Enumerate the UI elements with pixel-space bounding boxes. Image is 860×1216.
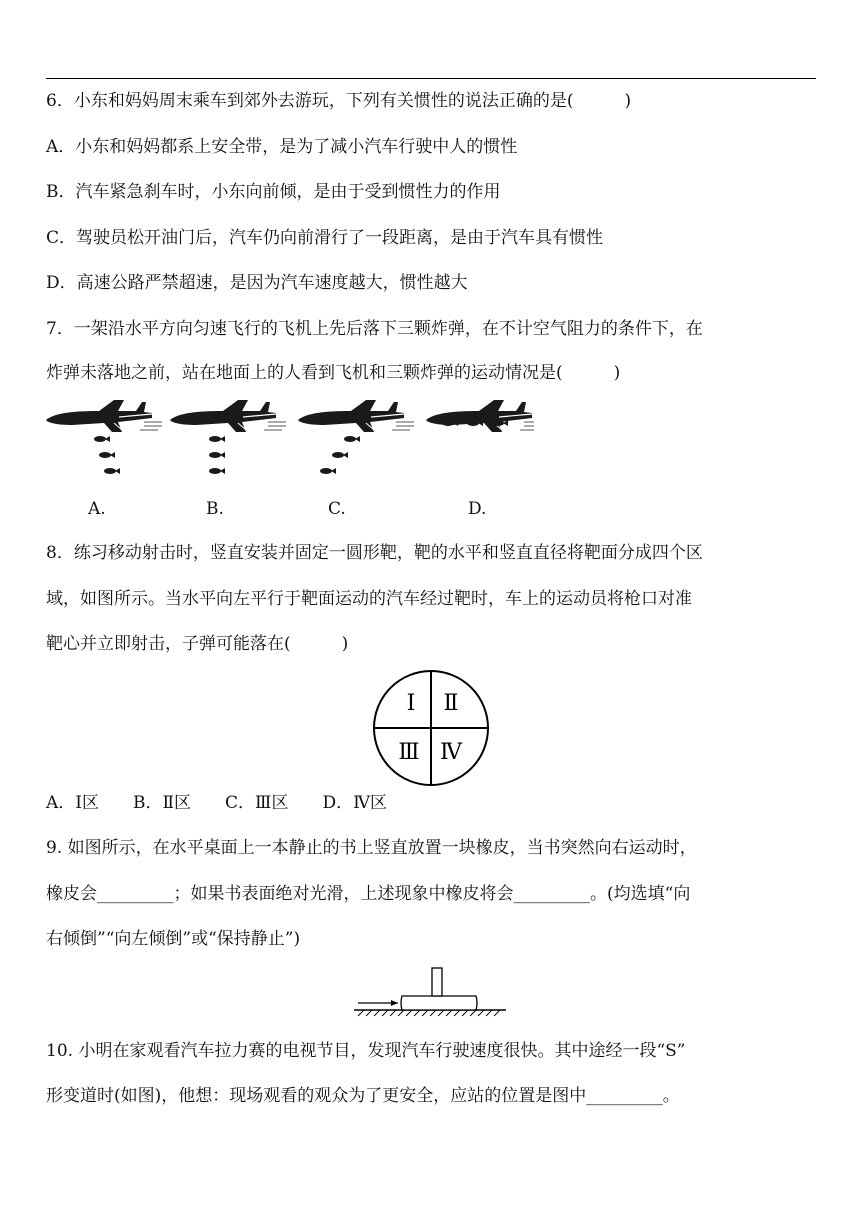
q8-target-diagram [371,668,491,788]
q8-stem-line3: 靶心并立即射击，子弹可能落在( ) [46,634,349,654]
q7-figure-c [298,400,414,474]
q7-stem-line1: 7．一架沿水平方向匀速飞行的飞机上先后落下三颗炸弹，在不计空气阻力的条件下，在 [46,319,703,339]
q9-stem-line2: 橡皮会_________；如果书表面绝对光滑，上述现象中橡皮将会_________。(均选填“向 [46,884,691,904]
quadrant-3-label: Ⅲ [398,740,420,765]
q7-label-b: B. [206,499,224,519]
q6-option-b: B．汽车紧急刹车时，小东向前倾，是由于受到惯性力的作用 [46,182,501,202]
q10-stem-line2: 形变道时(如图)，他想：现场观看的观众为了更安全，应站的位置是图中_________。 [46,1086,680,1106]
header-rule [46,78,816,79]
q7-figure-b [170,400,286,474]
q6-stem: 6．小东和妈妈周末乘车到郊外去游玩，下列有关惯性的说法正确的是( ) [46,91,632,111]
quadrant-4-label: Ⅳ [440,740,462,765]
quadrant-1-label: Ⅰ [406,691,416,716]
q10-stem-line1: 10. 小明在家观看汽车拉力赛的电视节目，发现汽车行驶速度很快。其中途经一段“S” [46,1041,686,1061]
q7-label-a: A. [88,499,106,519]
q9-book-eraser-diagram [350,962,510,1024]
q7-figure-d [426,400,534,432]
q7-figure-a [46,400,162,474]
q9-stem-line3: 右倾倒”“向左倾倒”或“保持静止”) [46,929,301,949]
q6-option-a: A．小东和妈妈都系上安全带，是为了减小汽车行驶中人的惯性 [46,137,518,157]
q7-label-d: D. [468,499,487,519]
q8-stem-line2: 域，如图所示。当水平向左平行于靶面运动的汽车经过靶时，车上的运动员将枪口对准 [46,589,692,609]
q7-stem-line2: 炸弹未落地之前，站在地面上的人看到飞机和三颗炸弹的运动情况是( ) [46,363,621,383]
q7-plane-figures [44,396,534,484]
q7-label-c: C. [328,499,346,519]
q8-stem-line1: 8．练习移动射击时，竖直安装并固定一圆形靶，靶的水平和竖直直径将靶面分成四个区 [46,543,703,563]
quadrant-2-label: Ⅱ [443,691,459,716]
q8-options: A．Ⅰ区 B．Ⅱ区 C．Ⅲ区 D．Ⅳ区 [46,793,388,813]
q9-stem-line1: 9. 如图所示，在水平桌面上一本静止的书上竖直放置一块橡皮，当书突然向右运动时， [46,838,697,858]
q6-option-d: D．高速公路严禁超速，是因为汽车速度越大，惯性越大 [46,273,468,293]
q6-option-c: C．驾驶员松开油门后，汽车仍向前滑行了一段距离，是由于汽车具有惯性 [46,228,604,248]
